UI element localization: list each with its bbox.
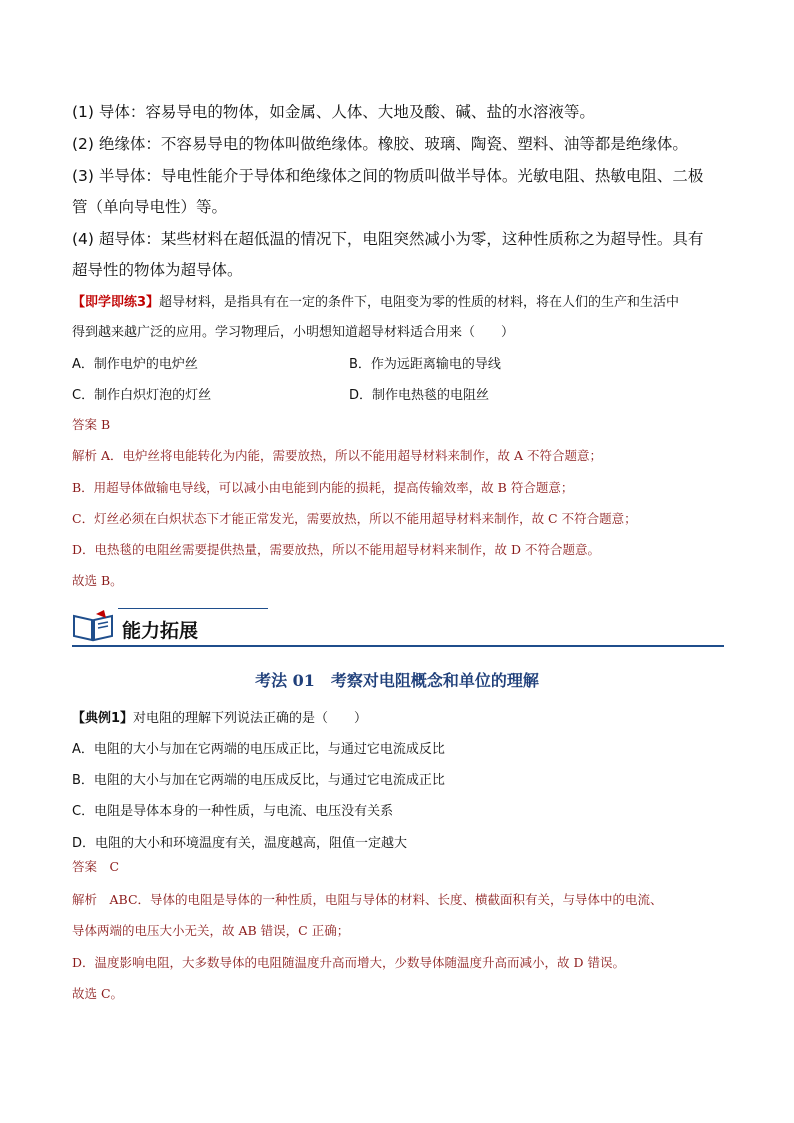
practice-option-d: D．制作电热毯的电阻丝 [349,388,490,403]
example-option-d: D．电阻的大小和环境温度有关，温度越高，阻值一定越大 [72,836,408,851]
section-top-rule [118,608,268,609]
section-title: 能力拓展 [122,620,199,642]
example-answer: 答案 C [72,859,120,874]
practice-analysis-5: 故选 B。 [72,573,123,588]
practice-stem-line1 [72,291,679,310]
practice-analysis-3: C．灯丝必须在白炽状态下才能正常发光，需要放热，所以不能用超导材料来制作，故 C 不符合题意； [72,511,637,526]
example-option-a: A．电阻的大小与加在它两端的电压成正比，与通过它电流成反比 [72,742,445,757]
example-stem: 对电阻的理解下列说法正确的是（ ） [133,711,368,726]
practice-stem-1: 超导材料，是指具有在一定的条件下，电阻变为零的性质的材料，将在人们的生产和生活中 [159,295,680,310]
concept-semiconductor: (3) 半导体：导电性能介于导体和绝缘体之间的物质叫做半导体。光敏电阻、热敏电阻、二极 [72,167,704,185]
section-header [72,604,724,646]
practice-options-row2 [72,384,692,403]
practice-option-b: B．作为远距离输电的导线 [349,357,501,372]
concept-conductor: (1) 导体：容易导电的物体，如金属、人体、大地及酸、碱、盐的水溶液等。 [72,103,595,121]
example-option-b: B．电阻的大小与加在它两端的电压成反比，与通过它电流成正比 [72,773,445,788]
practice-option-c: C．制作白炽灯泡的灯丝 [72,388,212,403]
example-analysis-2: 导体两端的电压大小无关，故 AB 错误，C 正确； [72,923,350,938]
practice-stem-line2: 得到越来越广泛的应用。学习物理后，小明想知道超导材料适合用来（ ） [72,325,515,340]
concept-superconductor-cont: 超导性的物体为超导体。 [72,261,243,279]
concept-superconductor: (4) 超导体：某些材料在超低温的情况下，电阻突然减小为零，这种性质称之为超导性。具有 [72,230,704,248]
concept-insulator: (2) 绝缘体：不容易导电的物体叫做绝缘体。橡胶、玻璃、陶瓷、塑料、油等都是绝缘体。 [72,135,688,153]
practice-option-a: A．制作电炉的电炉丝 [72,357,198,372]
example-analysis-4: 故选 C。 [72,986,124,1001]
book-icon [72,610,114,642]
practice-analysis-2: B．用超导体做输电导线，可以减小由电能到内能的损耗，提高传输效率，故 B 符合题意； [72,480,574,495]
practice-analysis-4: D．电热毯的电阻丝需要提供热量，需要放热，所以不能用超导材料来制作，故 D 不符合题意。 [72,542,600,557]
example-analysis-3: D．温度影响电阻，大多数导体的电阻随温度升高而增大，少数导体随温度升高而减小，故 D 错误。 [72,955,625,970]
section-rule [72,645,724,647]
practice-tag: 【即学即练3】 [72,295,160,310]
concept-semiconductor-cont: 管（单向导电性）等。 [72,198,228,216]
practice-analysis-1: 解析 A．电炉丝将电能转化为内能，需要放热，所以不能用超导材料来制作，故 A 不符合题意； [72,448,602,463]
example-stem-line [72,707,367,726]
practice-options-row1 [72,353,692,372]
example-tag: 【典例1】 [72,711,134,726]
example-analysis-1: 解析 ABC．导体的电阻是导体的一种性质，电阻与导体的材料、长度、横截面积有关，与导体中的电流、 [72,892,663,907]
example-option-c: C．电阻是导体本身的一种性质，与电流、电压没有关系 [72,804,394,819]
method-heading: 考法 01 考察对电阻概念和单位的理解 [255,671,539,690]
practice-answer: 答案 B [72,417,111,432]
